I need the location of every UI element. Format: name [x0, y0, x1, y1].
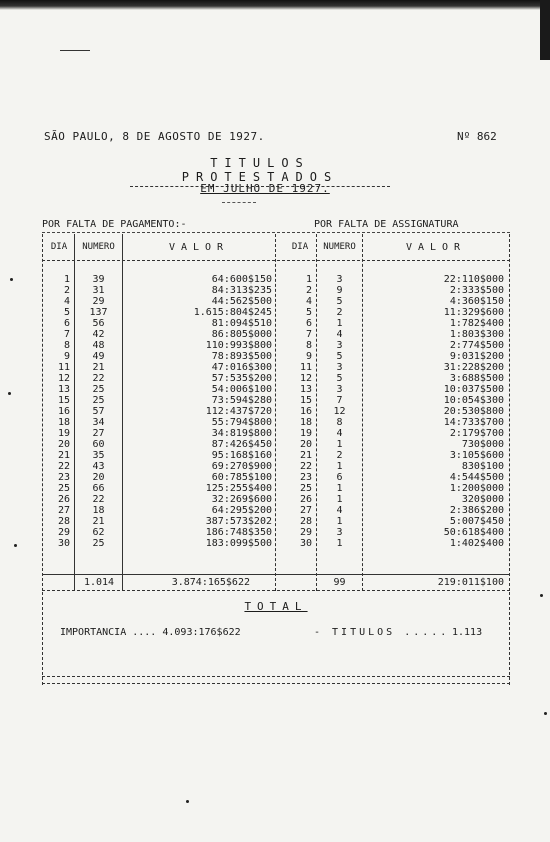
right-total-valor: 219:011$100: [437, 577, 504, 588]
left-valor-cell: 95:168$160: [211, 450, 272, 461]
left-dia-cell: 9: [63, 351, 70, 362]
left-dia-cell: 1: [63, 274, 70, 285]
subtitle-divider: [222, 202, 256, 203]
left-valor-cell: 125:255$400: [205, 483, 272, 494]
right-dia-cell: 7: [305, 329, 312, 340]
column-header-dia: DIA: [291, 242, 309, 252]
left-numero-cell: 42: [92, 329, 105, 340]
left-valor-cell: 44:562$500: [211, 296, 272, 307]
right-numero-cell: 1: [336, 516, 343, 527]
left-dia-cell: 4: [63, 296, 70, 307]
right-valor-cell: 4:544$500: [449, 472, 504, 483]
column-header-numero: NUMERO: [323, 242, 356, 252]
column-divider: [362, 234, 363, 591]
right-numero-cell: 3: [336, 274, 343, 285]
scan-speck: [544, 712, 547, 715]
right-valor-cell: 10:037$500: [443, 384, 504, 395]
left-valor-cell: 78:893$500: [211, 351, 272, 362]
left-valor-cell: 86:805$000: [211, 329, 272, 340]
right-dia-cell: 22: [299, 461, 312, 472]
right-valor-column: [364, 274, 504, 549]
left-dia-cell: 21: [57, 450, 70, 461]
right-total-numero: 99: [333, 577, 346, 588]
left-dia-cell: 23: [57, 472, 70, 483]
right-dia-cell: 1: [305, 274, 312, 285]
right-numero-cell: 3: [336, 527, 343, 538]
right-dia-cell: 9: [305, 351, 312, 362]
right-valor-cell: 22:110$000: [443, 274, 504, 285]
right-dia-cell: 12: [299, 373, 312, 384]
left-numero-cell: 43: [92, 461, 105, 472]
left-numero-cell: 35: [92, 450, 105, 461]
left-dia-cell: 22: [57, 461, 70, 472]
summary-divider: [42, 676, 510, 677]
left-valor-cell: 64:600$150: [211, 274, 272, 285]
left-numero-cell: 34: [92, 417, 105, 428]
left-valor-cell: 81:094$510: [211, 318, 272, 329]
right-dia-cell: 28: [299, 516, 312, 527]
right-numero-cell: 7: [336, 395, 343, 406]
column-header-dia: DIA: [50, 242, 68, 252]
left-valor-cell: 110:993$800: [205, 340, 272, 351]
right-valor-cell: 4:360$150: [449, 296, 504, 307]
left-valor-cell: 387:573$202: [205, 516, 272, 527]
left-valor-cell: 73:594$280: [211, 395, 272, 406]
left-dia-cell: 27: [57, 505, 70, 516]
right-numero-cell: 1: [336, 439, 343, 450]
left-valor-cell: 186:748$350: [205, 527, 272, 538]
right-numero-cell: 6: [336, 472, 343, 483]
right-dia-cell: 30: [299, 538, 312, 549]
left-valor-cell: 60:785$100: [211, 472, 272, 483]
right-valor-cell: 50:618$400: [443, 527, 504, 538]
column-divider: [275, 234, 276, 591]
left-dia-cell: 29: [57, 527, 70, 538]
left-dia-cell: 26: [57, 494, 70, 505]
right-valor-cell: 2:179$700: [449, 428, 504, 439]
left-numero-cell: 21: [92, 362, 105, 373]
left-numero-cell: 57: [92, 406, 105, 417]
scan-speck: [8, 392, 11, 395]
right-numero-cell: 1: [336, 538, 343, 549]
right-dia-cell: 29: [299, 527, 312, 538]
right-valor-cell: 320$000: [461, 494, 504, 505]
right-numero-column: [317, 274, 362, 549]
right-numero-cell: 2: [336, 307, 343, 318]
right-dia-cell: 11: [299, 362, 312, 373]
right-numero-cell: 1: [336, 483, 343, 494]
left-valor-cell: 87:426$450: [211, 439, 272, 450]
left-dia-cell: 5: [63, 307, 70, 318]
right-valor-cell: 14:733$700: [443, 417, 504, 428]
right-numero-cell: 1: [336, 461, 343, 472]
right-numero-cell: 5: [336, 351, 343, 362]
right-dia-cell: 23: [299, 472, 312, 483]
right-valor-cell: 2:774$500: [449, 340, 504, 351]
scan-speck: [186, 800, 189, 803]
left-numero-cell: 137: [89, 307, 108, 318]
scan-top-edge: [0, 0, 550, 10]
right-numero-cell: 12: [333, 406, 346, 417]
document-subtitle: EM JULHO DE 1927.: [200, 182, 330, 195]
titulos-value: 1.113: [452, 627, 483, 638]
left-dia-column: [44, 274, 70, 549]
right-valor-cell: 20:530$800: [443, 406, 504, 417]
section-heading-right: POR FALTA DE ASSIGNATURA: [314, 219, 459, 230]
left-dia-cell: 18: [57, 417, 70, 428]
left-numero-cell: 39: [92, 274, 105, 285]
right-numero-cell: 1: [336, 318, 343, 329]
left-numero-cell: 22: [92, 494, 105, 505]
left-valor-cell: 84:313$235: [211, 285, 272, 296]
right-valor-cell: 1:402$400: [449, 538, 504, 549]
total-importancia: [60, 627, 241, 638]
right-dia-cell: 21: [299, 450, 312, 461]
scan-speck: [540, 594, 543, 597]
right-valor-cell: 2:386$200: [449, 505, 504, 516]
right-dia-cell: 2: [305, 285, 312, 296]
table-bottom-border: [42, 590, 510, 591]
left-dia-cell: 2: [63, 285, 70, 296]
right-valor-cell: 9:031$200: [449, 351, 504, 362]
left-numero-cell: 18: [92, 505, 105, 516]
left-numero-cell: 25: [92, 538, 105, 549]
right-valor-cell: 2:333$500: [449, 285, 504, 296]
right-valor-cell: 830$100: [461, 461, 504, 472]
left-valor-cell: 57:535$200: [211, 373, 272, 384]
left-numero-cell: 25: [92, 384, 105, 395]
right-dia-cell: 8: [305, 340, 312, 351]
left-numero-cell: 29: [92, 296, 105, 307]
left-numero-cell: 21: [92, 516, 105, 527]
document-number: Nº 862: [457, 130, 497, 143]
total-heading: TOTAL: [244, 600, 308, 613]
right-numero-cell: 4: [336, 428, 343, 439]
left-dia-cell: 20: [57, 439, 70, 450]
right-numero-cell: 8: [336, 417, 343, 428]
left-numero-cell: 27: [92, 428, 105, 439]
left-dia-cell: 28: [57, 516, 70, 527]
left-dia-cell: 13: [57, 384, 70, 395]
right-dia-cell: 15: [299, 395, 312, 406]
left-valor-cell: 112:437$720: [205, 406, 272, 417]
scan-mark: [60, 50, 90, 51]
right-numero-cell: 1: [336, 494, 343, 505]
right-valor-cell: 31:228$200: [443, 362, 504, 373]
summary-border: [42, 683, 510, 684]
left-valor-column: [124, 274, 272, 549]
table-border: [42, 234, 43, 591]
left-valor-cell: 55:794$800: [211, 417, 272, 428]
left-numero-cell: 66: [92, 483, 105, 494]
left-numero-column: [75, 274, 122, 549]
right-numero-cell: 3: [336, 362, 343, 373]
left-dia-cell: 11: [57, 362, 70, 373]
left-valor-cell: 1.615:804$245: [193, 307, 272, 318]
right-valor-cell: 1:200$000: [449, 483, 504, 494]
left-dia-cell: 6: [63, 318, 70, 329]
left-numero-cell: 56: [92, 318, 105, 329]
importancia-value: 4.093:176$622: [162, 627, 241, 638]
right-valor-cell: 1:803$300: [449, 329, 504, 340]
left-total-valor: 3.874:165$622: [171, 577, 250, 588]
left-valor-cell: 183:099$500: [205, 538, 272, 549]
right-numero-cell: 3: [336, 384, 343, 395]
column-header-numero: NUMERO: [82, 242, 115, 252]
left-valor-cell: 34:819$800: [211, 428, 272, 439]
right-dia-cell: 27: [299, 505, 312, 516]
left-dia-cell: 8: [63, 340, 70, 351]
right-dia-cell: 6: [305, 318, 312, 329]
document-date: SÃO PAULO, 8 DE AGOSTO DE 1927.: [44, 130, 265, 143]
right-valor-cell: 10:054$300: [443, 395, 504, 406]
right-numero-cell: 5: [336, 296, 343, 307]
right-numero-cell: 2: [336, 450, 343, 461]
right-valor-cell: 5:007$450: [449, 516, 504, 527]
left-valor-cell: 32:269$600: [211, 494, 272, 505]
right-dia-cell: 18: [299, 417, 312, 428]
column-header-valor: VALOR: [168, 242, 230, 253]
right-dia-cell: 20: [299, 439, 312, 450]
right-dia-cell: 13: [299, 384, 312, 395]
left-valor-cell: 54:006$100: [211, 384, 272, 395]
left-valor-cell: 64:295$200: [211, 505, 272, 516]
section-divider: [42, 232, 510, 233]
left-dia-cell: 25: [57, 483, 70, 494]
right-valor-cell: 1:782$400: [449, 318, 504, 329]
column-divider: [122, 234, 123, 591]
section-heading-left: POR FALTA DE PAGAMENTO:-: [42, 219, 187, 230]
left-dia-cell: 16: [57, 406, 70, 417]
left-numero-cell: 31: [92, 285, 105, 296]
left-dia-cell: 15: [57, 395, 70, 406]
right-valor-cell: 11:329$600: [443, 307, 504, 318]
left-total-numero: 1.014: [83, 577, 115, 588]
scan-speck: [14, 544, 17, 547]
right-numero-cell: 4: [336, 505, 343, 516]
left-numero-cell: 22: [92, 373, 105, 384]
right-dia-cell: 5: [305, 307, 312, 318]
scan-speck: [10, 278, 13, 281]
right-dia-column: [278, 274, 312, 549]
right-numero-cell: 9: [336, 285, 343, 296]
right-valor-cell: 3:688$500: [449, 373, 504, 384]
total-summary: [42, 592, 510, 685]
right-numero-cell: 5: [336, 373, 343, 384]
document-title: TITULOS PROTESTADOS: [130, 156, 390, 187]
table-border: [509, 234, 510, 591]
right-dia-cell: 4: [305, 296, 312, 307]
right-dia-cell: 25: [299, 483, 312, 494]
left-dia-cell: 19: [57, 428, 70, 439]
totals-divider: [42, 574, 510, 575]
left-numero-cell: 25: [92, 395, 105, 406]
left-numero-cell: 62: [92, 527, 105, 538]
protest-table: [42, 234, 510, 591]
left-valor-cell: 69:270$900: [211, 461, 272, 472]
right-valor-cell: 3:105$600: [449, 450, 504, 461]
left-numero-cell: 20: [92, 472, 105, 483]
column-header-valor: VALOR: [405, 242, 467, 253]
left-numero-cell: 60: [92, 439, 105, 450]
right-dia-cell: 26: [299, 494, 312, 505]
right-dia-cell: 16: [299, 406, 312, 417]
scan-right-edge: [540, 0, 550, 60]
importancia-label: IMPORTANCIA ....: [60, 627, 157, 638]
left-valor-cell: 47:016$300: [211, 362, 272, 373]
left-dia-cell: 7: [63, 329, 70, 340]
left-numero-cell: 49: [92, 351, 105, 362]
right-dia-cell: 19: [299, 428, 312, 439]
right-valor-cell: 730$000: [461, 439, 504, 450]
left-dia-cell: 30: [57, 538, 70, 549]
right-numero-cell: 3: [336, 340, 343, 351]
right-numero-cell: 4: [336, 329, 343, 340]
left-dia-cell: 12: [57, 373, 70, 384]
header-divider: [42, 260, 510, 261]
left-numero-cell: 48: [92, 340, 105, 351]
titulos-label: - TITULOS .....: [314, 627, 450, 638]
